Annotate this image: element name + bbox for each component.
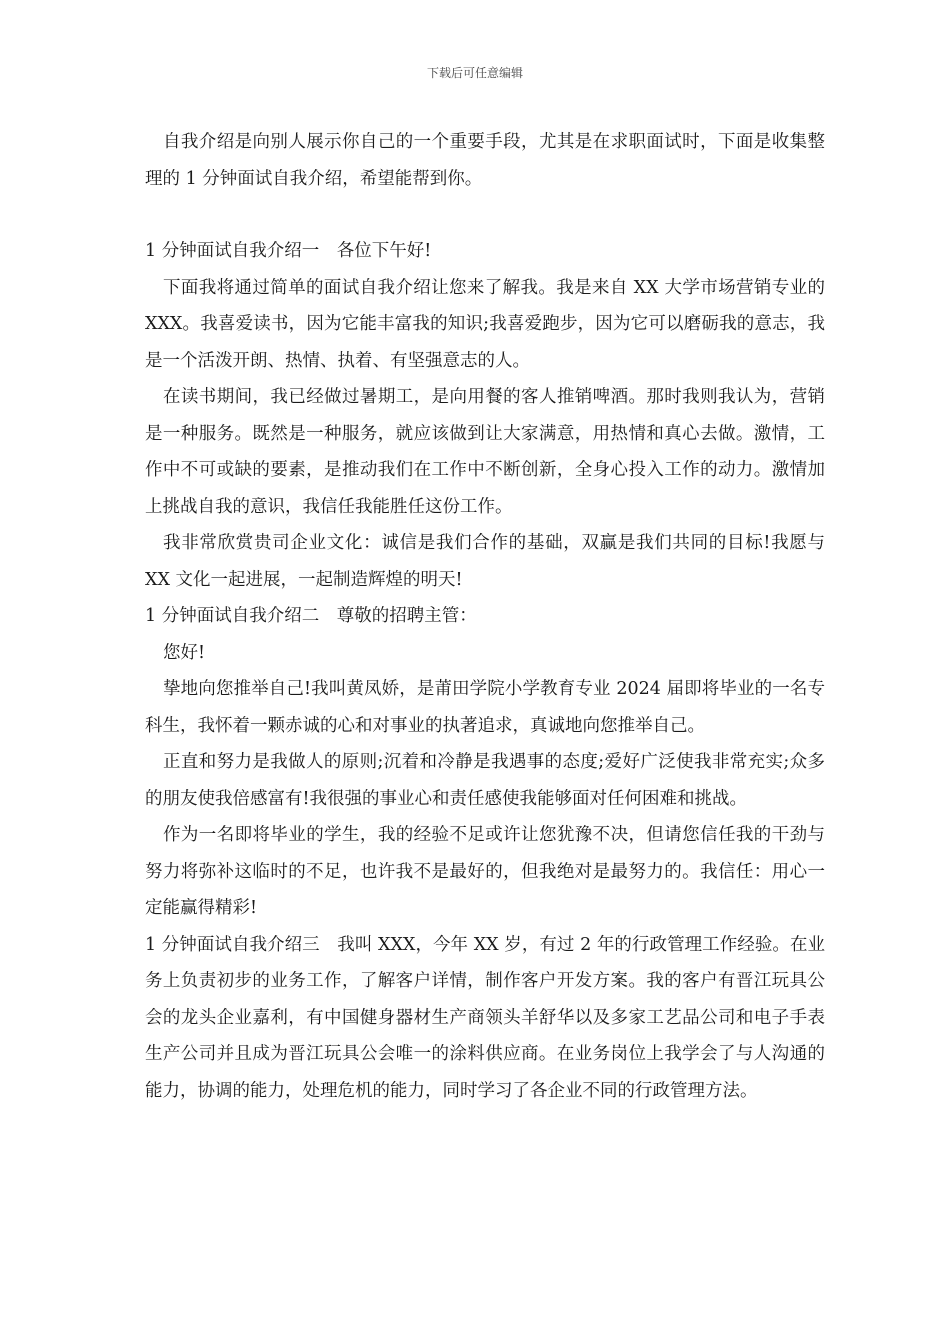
intro-paragraph: 自我介绍是向别人展示你自己的一个重要手段，尤其是在求职面试时，下面是收集整理的 1 分钟面试自我介绍，希望能帮到你。 (145, 132, 825, 189)
section-heading-1: 1 分钟面试自我介绍一 各位下午好! (145, 241, 432, 261)
body-paragraph: 我非常欣赏贵司企业文化：诚信是我们合作的基础，双赢是我们共同的目标!我愿与 XX 文化一起进展，一起制造辉煌的明天! (145, 533, 825, 590)
document-body (145, 124, 825, 1109)
section-heading-2: 1 分钟面试自我介绍二 尊敬的招聘主管： (145, 606, 477, 626)
page-header: 下载后可任意编辑 (426, 66, 523, 80)
section-heading-3: 1 分钟面试自我介绍三 我叫 XXX，今年 XX 岁，有过 2 年的行政管理工作经验。在业务上负责初步的业务工作，了解客户详情，制作客户开发方案。我的客户有晋江玩具公会的龙头企业嘉利，有中国健身器材生产商领头羊舒华以及多家工艺品公司和电子手表生产公司并且成为晋江玩具公会唯一的涂料供应商。在业务岗位上我学会了与人沟通的能力，协调的能力，处理危机的能力，同时学习了各企业不同的行政管理方法。 (145, 934, 825, 1101)
greeting-paragraph: 您好! (163, 642, 206, 663)
body-paragraph: 正直和努力是我做人的原则;沉着和冷静是我遇事的态度;爱好广泛使我非常充实;众多的朋友使我倍感富有!我很强的事业心和责任感使我能够面对任何困难和挑战。 (145, 752, 825, 809)
body-paragraph: 作为一名即将毕业的学生，我的经验不足或许让您犹豫不决，但请您信任我的干劲与努力将弥补这临时的不足，也许我不是最好的，但我绝对是最努力的。我信任：用心一定能赢得精彩! (145, 825, 825, 918)
paragraph-gap (145, 197, 825, 233)
body-paragraph: 在读书期间，我已经做过暑期工，是向用餐的客人推销啤酒。那时我则我认为，营销是一种服务。既然是一种服务，就应该做到让大家满意，用热情和真心去做。激情，工作中不可或缺的要素，是推动我们在工作中不断创新，全身心投入工作的动力。激情加上挑战自我的意识，我信任我能胜任这份工作。 (145, 387, 825, 517)
body-paragraph: 下面我将通过简单的面试自我介绍让您来了解我。我是来自 XX 大学市场营销专业的 XXX。我喜爱读书，因为它能丰富我的知识;我喜爱跑步，因为它可以磨砺我的意志，我是一个活泼开朗、热情、执着、有坚强意志的人。 (145, 277, 825, 371)
body-paragraph: 挚地向您推举自己!我叫黄凤娇，是莆田学院小学教育专业 2024 届即将毕业的一名专科生，我怀着一颗赤诚的心和对事业的执著追求，真诚地向您推举自己。 (145, 679, 825, 736)
